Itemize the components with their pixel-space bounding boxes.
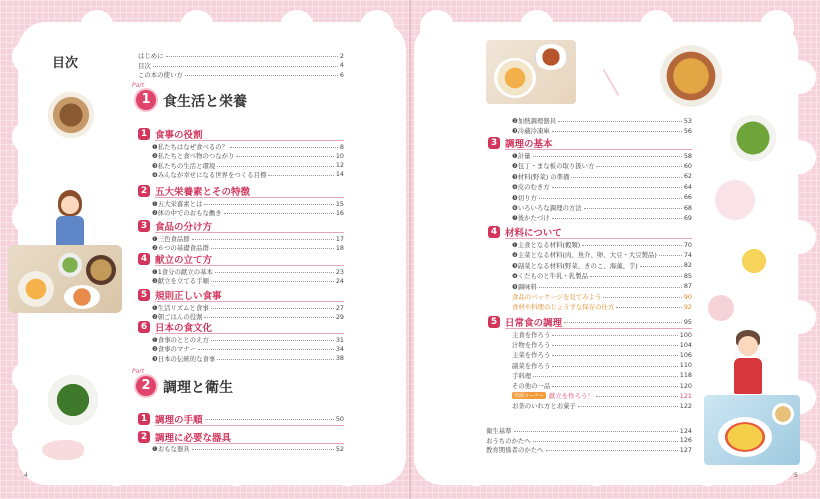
dot-leader [590, 276, 682, 277]
toc-entry-label: ❸材料(野菜) の準備 [512, 172, 570, 181]
stew-photo [660, 45, 722, 107]
vegetable-dish-photo [48, 375, 98, 425]
toc-entry[interactable] [512, 182, 692, 191]
toc-entry-label: ❶おもな器具 [152, 445, 190, 453]
toc-entry[interactable] [512, 271, 692, 280]
toc-entry-label: ❶生活リズムと食事 [152, 304, 209, 312]
dot-leader [198, 349, 334, 350]
toc-entry[interactable] [152, 161, 344, 170]
dot-leader [546, 450, 678, 451]
toc-entry-page: 68 [683, 203, 692, 212]
toc-entry-label: ❼後かたづけ [512, 214, 550, 223]
toc-entry-page: 29 [335, 312, 344, 321]
dot-leader [204, 204, 333, 205]
section-title: 食事の役割 [155, 130, 203, 141]
dot-leader [616, 307, 682, 308]
right-page-number: 5 [794, 472, 798, 479]
toc-entry[interactable] [486, 445, 692, 454]
toc-entry-page: 121 [679, 391, 692, 400]
section-number: 6 [138, 321, 150, 333]
toc-entry-label: ❷食事のマナー [152, 345, 197, 354]
toc-entry-page: 58 [683, 151, 692, 160]
toc-entry[interactable] [486, 436, 692, 445]
toc-entry[interactable] [152, 243, 344, 252]
toc-entry[interactable] [152, 444, 344, 453]
dot-leader [578, 406, 678, 407]
toc-entry[interactable] [152, 335, 344, 344]
section-number: 5 [488, 316, 500, 328]
toc-entry-label: ❷６つの基礎食品群 [152, 244, 209, 253]
toc-entry-label: ❷加熱調理器具 [512, 117, 557, 125]
toc-entry-page: 8 [339, 142, 344, 151]
toc-entry-page: 92 [683, 302, 692, 311]
toc-entry-page: 16 [335, 208, 344, 217]
part-title: 食生活と栄養 [163, 94, 247, 110]
toc-entry-page: 122 [679, 401, 692, 410]
omelette-rice-photo [704, 395, 800, 465]
toc-entry[interactable] [512, 116, 692, 125]
dot-leader [217, 359, 334, 360]
dot-leader [211, 281, 334, 282]
section-underline [155, 140, 344, 141]
left-page-number: 4 [24, 472, 28, 479]
dot-leader [571, 177, 681, 178]
toc-entry-label: ❷朝ごはんの役割 [152, 313, 203, 322]
dot-leader [659, 255, 682, 256]
section-underline [155, 301, 344, 302]
toc-entry-page: 53 [683, 116, 692, 125]
dot-leader [552, 187, 682, 188]
toc-entry-label: 手料理 [512, 371, 532, 380]
section-title: 献立の立て方 [155, 255, 213, 266]
toc-entry[interactable] [512, 381, 692, 390]
toc-entry-page: 31 [335, 335, 344, 344]
section-underline [505, 149, 692, 150]
section-underline [505, 328, 692, 329]
toc-entry-label: ❹皮のむき方 [512, 183, 550, 192]
toc-entry[interactable] [512, 261, 692, 270]
toc-entry-label: ❸副菜となる材料(野菜、きのこ、海藻、芋) [512, 261, 638, 270]
dot-leader [640, 266, 682, 267]
toc-entry-label: 衛生基準 [486, 427, 512, 435]
dot-leader [539, 287, 682, 288]
toc-entry[interactable] [152, 234, 344, 243]
toc-entry-page: 70 [683, 240, 692, 249]
toc-entry-page: 23 [335, 267, 344, 276]
frying-pan-icon [715, 180, 755, 220]
toc-entry[interactable] [152, 267, 344, 276]
toc-entry-page: 62 [683, 172, 692, 181]
toc-entry-label: 主菜を作ろう [512, 351, 551, 360]
toc-entry[interactable] [512, 350, 692, 359]
dot-leader [236, 156, 333, 157]
toc-entry[interactable] [152, 354, 344, 363]
section-underline [155, 232, 344, 233]
toc-entry[interactable] [512, 193, 692, 202]
toc-entry-label: ❺切り方 [512, 193, 537, 202]
toc-entry-label: ❷献立を立てる手順 [152, 277, 209, 286]
toc-entry-label: その他の一品 [512, 382, 551, 390]
toc-entry-label: 主食を作ろう [512, 331, 551, 339]
toc-entry-page: 6 [339, 70, 344, 79]
toc-entry[interactable] [512, 292, 692, 301]
toc-entry-label: ❸私たちの生活と環境 [152, 161, 216, 170]
section-underline [155, 265, 344, 266]
toc-entry-label: ❶五大栄養素とは [152, 200, 203, 208]
toc-entry[interactable] [512, 213, 692, 222]
toc-entry-page: 10 [335, 151, 344, 160]
section-heading[interactable] [138, 252, 344, 266]
section-heading[interactable] [488, 315, 692, 329]
dot-leader [211, 340, 334, 341]
toc-entry[interactable] [138, 61, 344, 70]
dot-leader [185, 75, 338, 76]
toc-entry[interactable] [152, 208, 344, 217]
part-label: Part [132, 82, 145, 89]
toc-entry[interactable] [512, 371, 692, 380]
section-heading[interactable] [138, 288, 344, 302]
toc-entry-page: 74 [683, 250, 692, 259]
toc-entry-page: 60 [683, 161, 692, 170]
toc-entry[interactable] [152, 303, 344, 312]
dot-leader [230, 147, 338, 148]
toc-entry-label: ❶主食となる材料(穀類) [512, 241, 581, 249]
toc-entry[interactable] [152, 170, 344, 179]
dot-leader [552, 335, 677, 336]
toc-entry-page: 52 [335, 444, 344, 453]
section-heading[interactable] [138, 320, 344, 334]
toc-entry-page: 104 [679, 340, 692, 349]
toc-entry-label: ❶私たちはなぜ食べるの？ [152, 143, 229, 151]
toc-entry-page: 18 [335, 243, 344, 252]
dot-leader [533, 156, 682, 157]
part-number-badge: 2 [136, 376, 156, 396]
toc-entry[interactable] [512, 126, 692, 135]
dot-leader [204, 317, 333, 318]
toc-entry[interactable] [512, 391, 692, 400]
toc-entry-label: 汁物を作ろう [512, 341, 551, 350]
pudding-photo [733, 240, 775, 282]
toc-entry[interactable] [512, 282, 692, 291]
dot-leader [211, 308, 334, 309]
toc-entry[interactable] [152, 142, 344, 151]
toc-entry-page: 127 [679, 445, 692, 454]
dot-leader [533, 376, 678, 377]
toc-entry-label: ❸日本の伝統的な食事 [152, 354, 216, 363]
toc-entry[interactable] [512, 302, 692, 311]
toc-entry-label: 食材や料理のじょうずな保存の仕方 [512, 303, 615, 312]
part-label: Part [132, 368, 145, 375]
toc-entry[interactable] [512, 250, 692, 259]
section-heading[interactable] [138, 184, 344, 198]
toc-entry-label: はじめに [138, 52, 164, 60]
boy-illustration [726, 330, 770, 396]
toc-entry-page: 82 [683, 261, 692, 270]
toc-entry-label: ❹みんなが幸せになる世界をつくる目標 [152, 170, 267, 179]
apple-icon [708, 295, 734, 321]
dot-leader [192, 449, 334, 450]
dot-leader [539, 198, 682, 199]
dot-leader [584, 208, 682, 209]
toc-entry-page: 14 [335, 170, 344, 179]
toc-entry[interactable] [152, 199, 344, 208]
toc-entry-page: 90 [683, 292, 692, 301]
section-title: 材料について [505, 228, 562, 239]
toc-entry[interactable] [512, 151, 692, 160]
dot-leader [217, 166, 334, 167]
dot-leader [552, 218, 682, 219]
section-heading[interactable] [138, 127, 344, 141]
section-number: 1 [138, 128, 150, 140]
dot-leader [224, 213, 334, 214]
toc-entry[interactable] [152, 276, 344, 285]
tea-breakfast-photo [486, 40, 576, 104]
toc-entry[interactable] [512, 172, 692, 181]
section-number: 4 [138, 253, 150, 265]
toc-entry[interactable] [486, 426, 692, 435]
toc-entry[interactable] [512, 203, 692, 212]
toc-entry-label: この本の使い方 [138, 71, 183, 79]
fish-icon [42, 440, 84, 460]
section-title: 五大栄養素とその特徴 [155, 187, 251, 198]
toc-entry-page: 4 [339, 61, 344, 69]
dot-leader [533, 441, 678, 442]
section-title: 日本の食文化 [155, 323, 213, 334]
toc-entry-label: ❶三色食品群 [152, 235, 190, 243]
section-heading[interactable] [138, 412, 344, 426]
toc-entry-label: ❷体の中でのおもな働き [152, 209, 222, 218]
toc-entry-label: ❶計量 [512, 152, 531, 160]
section-number: 3 [488, 137, 500, 149]
section-number: 2 [138, 185, 150, 197]
dot-leader [215, 272, 334, 273]
dot-leader [166, 56, 338, 57]
part-number-badge: 1 [136, 90, 156, 110]
section-number: 3 [138, 220, 150, 232]
toc-entry-page: 2 [339, 51, 344, 60]
toc-entry-label: ❶食事のととのえ方 [152, 336, 209, 344]
toc-entry[interactable] [512, 401, 692, 410]
toc-entry-label: 教育関係者のかたへ [486, 446, 544, 455]
toc-entry[interactable] [512, 161, 692, 170]
toc-entry[interactable] [152, 344, 344, 353]
toc-entry-page: 85 [683, 271, 692, 280]
toc-entry-page: 124 [679, 426, 692, 435]
toc-entry-label: お茶のいれ方とお菓子 [512, 402, 576, 411]
toc-entry-label: 献立を作ろう！ [549, 392, 594, 401]
section-title: 日常食の調理 [505, 318, 563, 329]
toc-entry-page: 106 [679, 350, 692, 359]
toc-heading: 目次 [52, 56, 79, 71]
toc-entry-page: 12 [335, 161, 344, 170]
toc-entry-label: ❺調味料 [512, 282, 537, 291]
toc-entry-page: 110 [679, 361, 692, 370]
dot-leader [153, 66, 338, 67]
dot-leader [205, 419, 334, 420]
toc-entry-label: ❸冷蔵冷凍庫 [512, 127, 550, 135]
dot-leader [552, 345, 677, 346]
dot-leader [211, 248, 334, 249]
toc-entry-label: 食品のパッケージを見てみよう [512, 293, 602, 301]
part-title: 調理と衛生 [163, 380, 233, 396]
dot-leader [564, 322, 682, 323]
toc-entry-page: 69 [683, 213, 692, 222]
toc-entry-page: 87 [683, 282, 692, 291]
toc-entry-page: 118 [679, 371, 692, 380]
section-number: 4 [488, 226, 500, 238]
toc-entry[interactable] [138, 51, 344, 60]
dot-leader [596, 396, 678, 397]
section-page: 95 [683, 318, 692, 326]
dot-leader [552, 355, 677, 356]
toc-entry-page: 27 [335, 303, 344, 312]
toc-entry-label: おうちのかたへ [486, 436, 531, 445]
rice-bowl-photo [48, 92, 94, 138]
dot-leader [596, 166, 681, 167]
dot-leader [558, 121, 682, 122]
toc-entry-label: ❷包丁・まな板の取り扱い方 [512, 162, 595, 171]
toc-entry[interactable] [152, 151, 344, 160]
toc-entry-page: 64 [683, 182, 692, 191]
corner-tag: 発展コーナー [514, 393, 545, 400]
toc-entry[interactable] [512, 340, 692, 349]
dot-leader [603, 297, 682, 298]
toc-entry[interactable] [512, 361, 692, 370]
dot-leader [514, 431, 678, 432]
section-heading[interactable] [488, 136, 692, 150]
toc-entry-page: 38 [335, 354, 344, 363]
toc-entry-page: 17 [335, 234, 344, 243]
section-number: 5 [138, 289, 150, 301]
toc-entry-page: 120 [679, 381, 692, 390]
dot-leader [192, 239, 334, 240]
section-heading[interactable] [488, 225, 692, 239]
book-gutter [409, 0, 411, 499]
dot-leader [552, 131, 682, 132]
section-heading[interactable] [138, 219, 344, 233]
toc-entry-label: ❶1食分の献立の基本 [152, 268, 213, 276]
dot-leader [552, 366, 677, 367]
section-title: 調理の手順 [155, 415, 203, 426]
toc-entry-page: 24 [335, 276, 344, 285]
toc-entry-page: 34 [335, 344, 344, 353]
toc-entry-page: 66 [683, 193, 692, 202]
toc-entry-label: ❻いろいろな調理の方法 [512, 204, 582, 212]
toc-entry[interactable] [138, 70, 344, 79]
toc-entry-page: 126 [679, 436, 692, 445]
toc-entry-label: ❷主菜となる材料(肉、魚介、卵、大豆・大豆製品) [512, 251, 657, 260]
section-title: 食品の分け方 [155, 222, 213, 233]
section-underline [505, 238, 692, 239]
toc-entry-label: ❹くだものと牛乳・乳製品 [512, 272, 589, 281]
toc-entry-page: 15 [335, 199, 344, 208]
section-underline [155, 197, 344, 198]
section-page: 50 [335, 415, 344, 423]
salad-photo [730, 115, 776, 161]
toc-entry-page: 56 [683, 126, 692, 135]
section-title: 調理に必要な器具 [155, 433, 232, 444]
girl-illustration [50, 190, 90, 252]
toc-entry[interactable] [512, 330, 692, 339]
toc-entry-label: 目次 [138, 61, 151, 70]
section-number: 1 [138, 413, 150, 425]
section-heading[interactable] [138, 430, 344, 444]
toc-entry-label: ❷私たちと食べ物のつながり [152, 152, 235, 161]
section-title: 調理の基本 [505, 139, 553, 150]
section-underline [155, 333, 344, 334]
section-title: 規則正しい食事 [155, 291, 222, 302]
section-number: 2 [138, 431, 150, 443]
japanese-meal-photo [8, 245, 122, 313]
dot-leader [582, 245, 682, 246]
section-underline [155, 425, 344, 426]
toc-entry[interactable] [512, 240, 692, 249]
dot-leader [268, 175, 333, 176]
toc-entry-label: 副菜を作ろう [512, 361, 551, 370]
dot-leader [552, 386, 677, 387]
toc-entry-page: 100 [679, 330, 692, 339]
